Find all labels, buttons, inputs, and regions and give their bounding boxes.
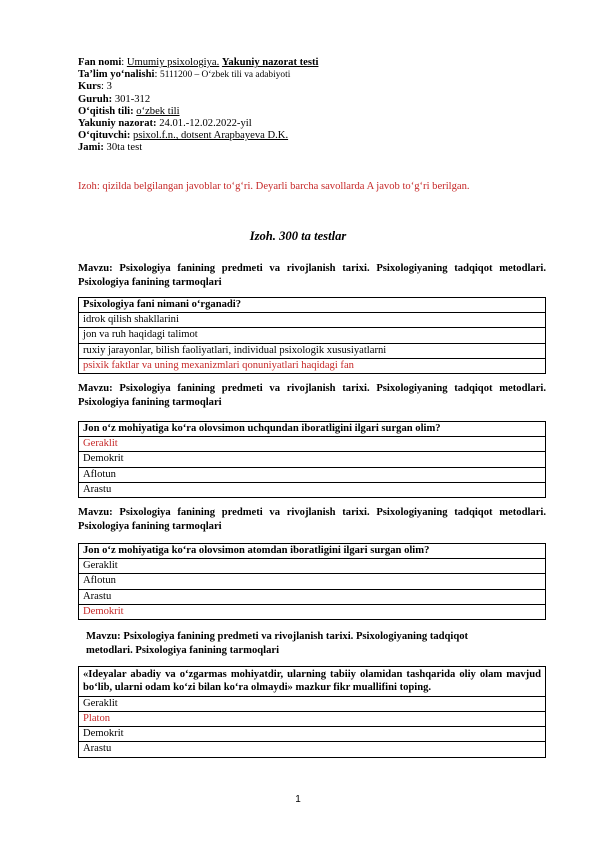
question-table <box>78 297 546 374</box>
option-row <box>79 328 546 343</box>
topic-heading: Mavzu: Psixologiya fanining predmeti va rivojlanish tarixi. Psixologiyaning tadqiqot metodlari. Psixologiya fanining tarmoqlari <box>78 507 546 532</box>
subject-row: Fan nomi: Umumiy psixologiya. Yakuniy nazorat testi <box>78 57 319 68</box>
option-text: Demokrit <box>79 452 546 467</box>
final-control-row <box>78 118 548 130</box>
question-text: Jon o‘z mohiyatiga ko‘ra olovsimon atomdan iboratligini ilgari surgan olim? <box>79 544 546 559</box>
correct-option-text: psixik faktlar va uning mexanizmlari qonuniyatlari haqidagi fan <box>79 358 546 373</box>
group-value: 301-312 <box>114 93 151 105</box>
correct-option-text: Geraklit <box>79 437 546 452</box>
specialty-value: 5111200 – O‘zbek tili va adabiyoti <box>160 70 291 81</box>
option-row <box>79 358 546 373</box>
question-table <box>78 421 546 498</box>
final-control-value: 24.01.-12.02.2022-yil <box>159 118 252 130</box>
option-row <box>79 482 546 497</box>
option-text: Demokrit <box>79 727 546 742</box>
language-row <box>78 106 548 118</box>
teacher-row <box>78 130 548 142</box>
option-row <box>79 727 546 742</box>
option-row <box>79 313 546 328</box>
course-row: Kurs: 3 <box>78 81 112 93</box>
option-row <box>79 742 546 757</box>
option-text: ruxiy jarayonlar, bilish faoliyatlari, individual psixologik xususiyatlarni <box>79 343 546 358</box>
question-row <box>79 298 546 313</box>
question-row <box>79 667 546 697</box>
course-label: Kurs <box>78 81 101 93</box>
topic-heading: Mavzu: Psixologiya fanining predmeti va rivojlanish tarixi. Psixologiyaning tadqiqot metodlari. Psixologiya fanining tarmoqlari <box>78 263 546 288</box>
option-text: jon va ruh haqidagi talimot <box>79 328 546 343</box>
topic-heading: Mavzu: Psixologiya fanining predmeti va rivojlanish tarixi. Psixologiyaning tadqiqot metodlari. Psixologiya fanining tarmoqlari <box>78 383 546 408</box>
option-row <box>79 696 546 711</box>
option-text: Geraklit <box>79 559 546 574</box>
topic-heading: Mavzu: Psixologiya fanining predmeti va rivojlanish tarixi. Psixologiyaning tadqiqot metodlari. Psixologiya fanining tarmoqlari <box>86 631 469 656</box>
question-table <box>78 666 546 758</box>
option-row <box>79 437 546 452</box>
question-text: «Ideyalar abadiy va o‘zgarmas mohiyatdir, ularning tabiiy olamidan tashqarida oliy olam mavjud bo‘lib, ularni odam ko‘zi bilan ko‘ra olmaydi» mazkur fikr muallifini toping. <box>79 667 546 697</box>
subject-label: Fan nomi <box>78 57 122 68</box>
option-text: Geraklit <box>79 696 546 711</box>
total-row <box>78 142 548 154</box>
group-label: Guruh: <box>78 93 113 105</box>
option-text: Aflotun <box>79 574 546 589</box>
document-header <box>78 57 548 155</box>
subject-value: Umumiy psixologiya. <box>126 57 220 68</box>
option-row <box>79 589 546 604</box>
teacher-label: O‘qituvchi: <box>78 130 131 142</box>
page-number: 1 <box>295 794 301 805</box>
option-row <box>79 343 546 358</box>
answer-note: Izoh: qizilda belgilangan javoblar to‘g‘ri. Deyarli barcha savollarda A javob to‘g‘ri berilgan. <box>78 181 470 192</box>
option-row <box>79 604 546 619</box>
final-control-label: Yakuniy nazorat: <box>78 118 157 130</box>
option-text: Arastu <box>79 482 546 497</box>
language-value: o‘zbek tili <box>136 105 180 117</box>
question-row <box>79 422 546 437</box>
option-row <box>79 559 546 574</box>
specialty-label: Ta’lim yo‘nalishi <box>78 69 155 81</box>
total-value: 30ta test <box>106 142 143 154</box>
correct-option-text: Demokrit <box>79 604 546 619</box>
group-row <box>78 94 548 106</box>
question-text: Jon o‘z mohiyatiga ko‘ra olovsimon uchqundan iboratligini ilgari surgan olim? <box>79 422 546 437</box>
exam-type: Yakuniy nazorat testi <box>221 57 319 68</box>
option-row <box>79 712 546 727</box>
total-label: Jami: <box>78 142 104 154</box>
correct-option-text: Platon <box>79 712 546 727</box>
specialty-row: Ta’lim yo‘nalishi: 5111200 – O‘zbek tili va adabiyoti <box>78 69 291 81</box>
section-title: Izoh. 300 ta testlar <box>249 229 347 243</box>
language-label: O‘qitish tili: <box>78 105 134 117</box>
option-row <box>79 574 546 589</box>
option-row <box>79 467 546 482</box>
option-text: Arastu <box>79 742 546 757</box>
question-table <box>78 543 546 620</box>
question-text: Psixologiya fani nimani o‘rganadi? <box>79 298 546 313</box>
course-value: 3 <box>106 81 112 93</box>
teacher-value: psixol.f.n., dotsent Arapbayeva D.K. <box>133 130 289 142</box>
option-text: idrok qilish shakllarini <box>79 313 546 328</box>
option-row <box>79 452 546 467</box>
option-text: Arastu <box>79 589 546 604</box>
question-row <box>79 544 546 559</box>
option-text: Aflotun <box>79 467 546 482</box>
